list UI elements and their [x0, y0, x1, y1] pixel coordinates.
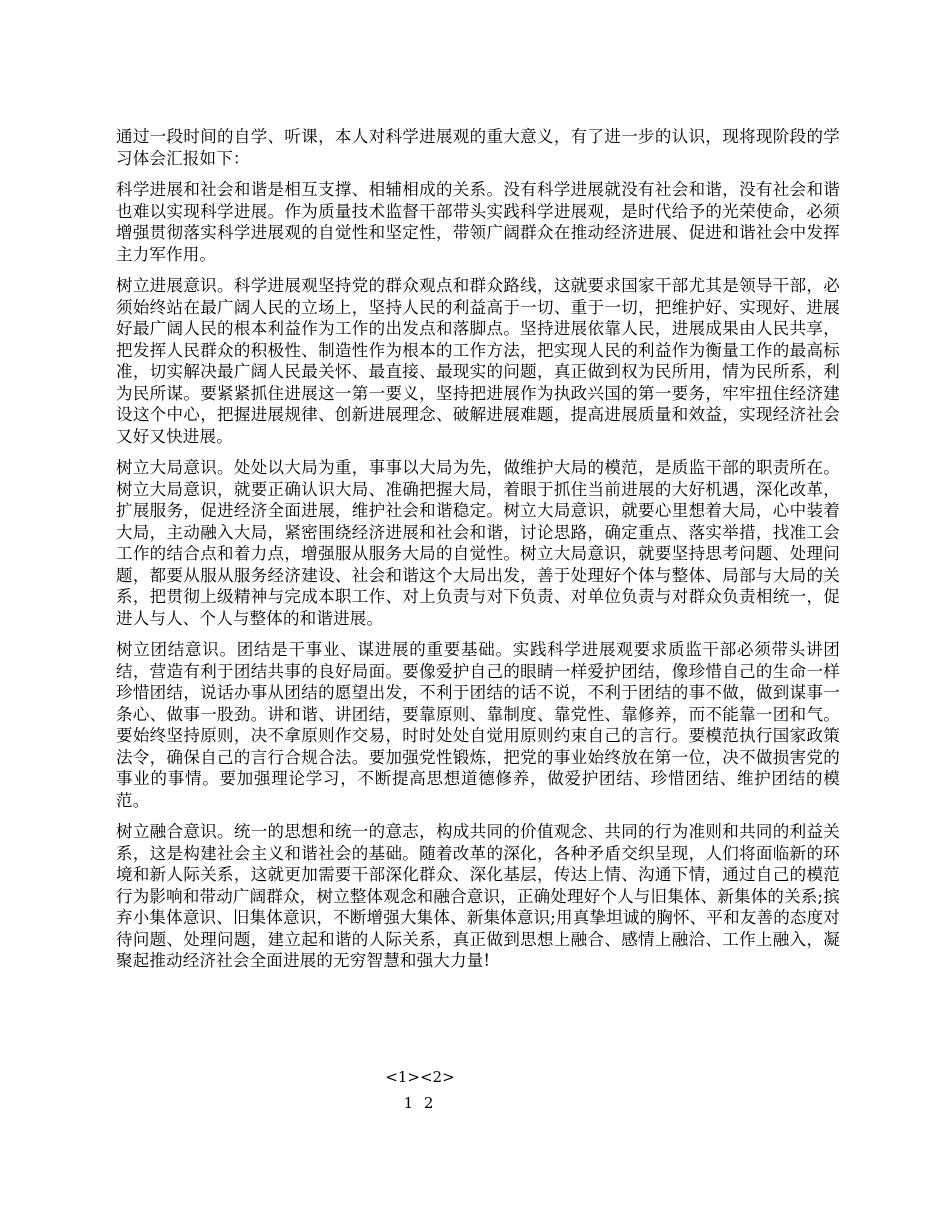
paragraph-integration-awareness: 树立融合意识。统一的思想和统一的意志，构成共同的价值观念、共同的行为准则和共同的利益关系，这是构建社会主义和谐社会的基础。随着改革的深化，各种矛盾交织呈现，人们将面临新的环境和新人际关系，这就更加需要干部深化群众、深化基层，传达上情、沟通下情，通过自己的模范行为影响和带动广阔群众，树立整体观念和融合意识，正确处理好个人与旧集体、新集体的关系;摈弃小集体意识、旧集体意识，不断增强大集体、新集体意识;用真挚坦诚的胸怀、平和友善的态度对待问题、处理问题，建立起和谐的人际关系，真正做到思想上融合、感情上融洽、工作上融入，凝聚起推动经济社会全面进展的无穷智慧和强大力量!: [116, 822, 840, 970]
pagination-numbers-text[interactable]: 1 2: [403, 1094, 437, 1112]
document-body: [116, 126, 840, 982]
paragraph-intro: 通过一段时间的自学、听课，本人对科学进展观的重大意义，有了进一步的认识，现将现阶段的学习体会汇报如下：: [116, 127, 840, 168]
paragraph-development-awareness: 树立进展意识。科学进展观坚持党的群众观点和群众路线，这就要求国家干部尤其是领导干部，必须始终站在最广阔人民的立场上，坚持人民的利益高于一切、重于一切，把维护好、实现好、进展好最广阔人民的根本利益作为工作的出发点和落脚点。坚持进展依靠人民，进展成果由人民共享，把发挥人民群众的积极性、制造性作为根本的工作方法，把实现人民的利益作为衡量工作的最高标准，切实解决最广阔人民最关怀、最直接、最现实的问题，真正做到权为民所用，情为民所系，利为民所谋。要紧紧抓住进展这一第一要义，坚持把进展作为执政兴国的第一要务，牢牢扭住经济建设这个中心，把握进展规律、创新进展理念、破解进展难题，提高进展质量和效益，实现经济社会又好又快进展。: [116, 276, 840, 446]
paragraph-overall-awareness: 树立大局意识。处处以大局为重，事事以大局为先，做维护大局的模范，是质监干部的职责所在。树立大局意识，就要正确认识大局、准确把握大局，着眼于抓住当前进展的大好机遇，深化改革，扩展服务，促进经济全面进展，维护社会和谐稳定。树立大局意识，就要心里想着大局，心中装着大局，主动融入大局，紧密围绕经济进展和社会和谐，讨论思路，确定重点、落实举措，找准工会工作的结合点和着力点，增强服从服务大局的自觉性。树立大局意识，就要坚持思考问题、处理问题，都要从服从服务经济建设、社会和谐这个大局出发，善于处理好个体与整体、局部与大局的关系，把贯彻上级精神与完成本职工作、对上负责与对下负责、对单位负责与对群众负责相统一，促进人与人、个人与整体的和谐进展。: [116, 458, 840, 628]
paragraph-unity-awareness: 树立团结意识。团结是干事业、谋进展的重要基础。实践科学进展观要求质监干部必须带头讲团结，营造有利于团结共事的良好局面。要像爱护自己的眼睛一样爱护团结，像珍惜自己的生命一样珍惜团结，说话办事从团结的愿望出发，不利于团结的话不说，不利于团结的事不做，做到谋事一条心、做事一股劲。讲和谐、讲团结，要靠原则、靠制度、靠党性、靠修养，而不能靠一团和气。要始终坚持原则，决不拿原则作交易，时时处处自觉用原则约束自己的言行。要模范执行国家政策法令，确保自己的言行合规合法。要加强党性锻炼，把党的事业始终放在第一位，决不做损害党的事业的事情。要加强理论学习，不断提高思想道德修养，做爱护团结、珍惜团结、维护团结的模范。: [116, 640, 840, 810]
pagination-link-text[interactable]: <1><2>: [385, 1068, 455, 1086]
pagination-links: [0, 1068, 840, 1086]
pagination-numbers: [0, 1094, 840, 1112]
paragraph-harmony: 科学进展和社会和谐是相互支撑、相辅相成的关系。没有科学进展就没有社会和谐，没有社会和谐也难以实现科学进展。作为质量技术监督干部带头实践科学进展观，是时代给予的光荣使命，必须增强贯彻落实科学进展观的自觉性和坚定性，带领广阔群众在推动经济进展、促进和谐社会中发挥主力军作用。: [116, 180, 840, 264]
